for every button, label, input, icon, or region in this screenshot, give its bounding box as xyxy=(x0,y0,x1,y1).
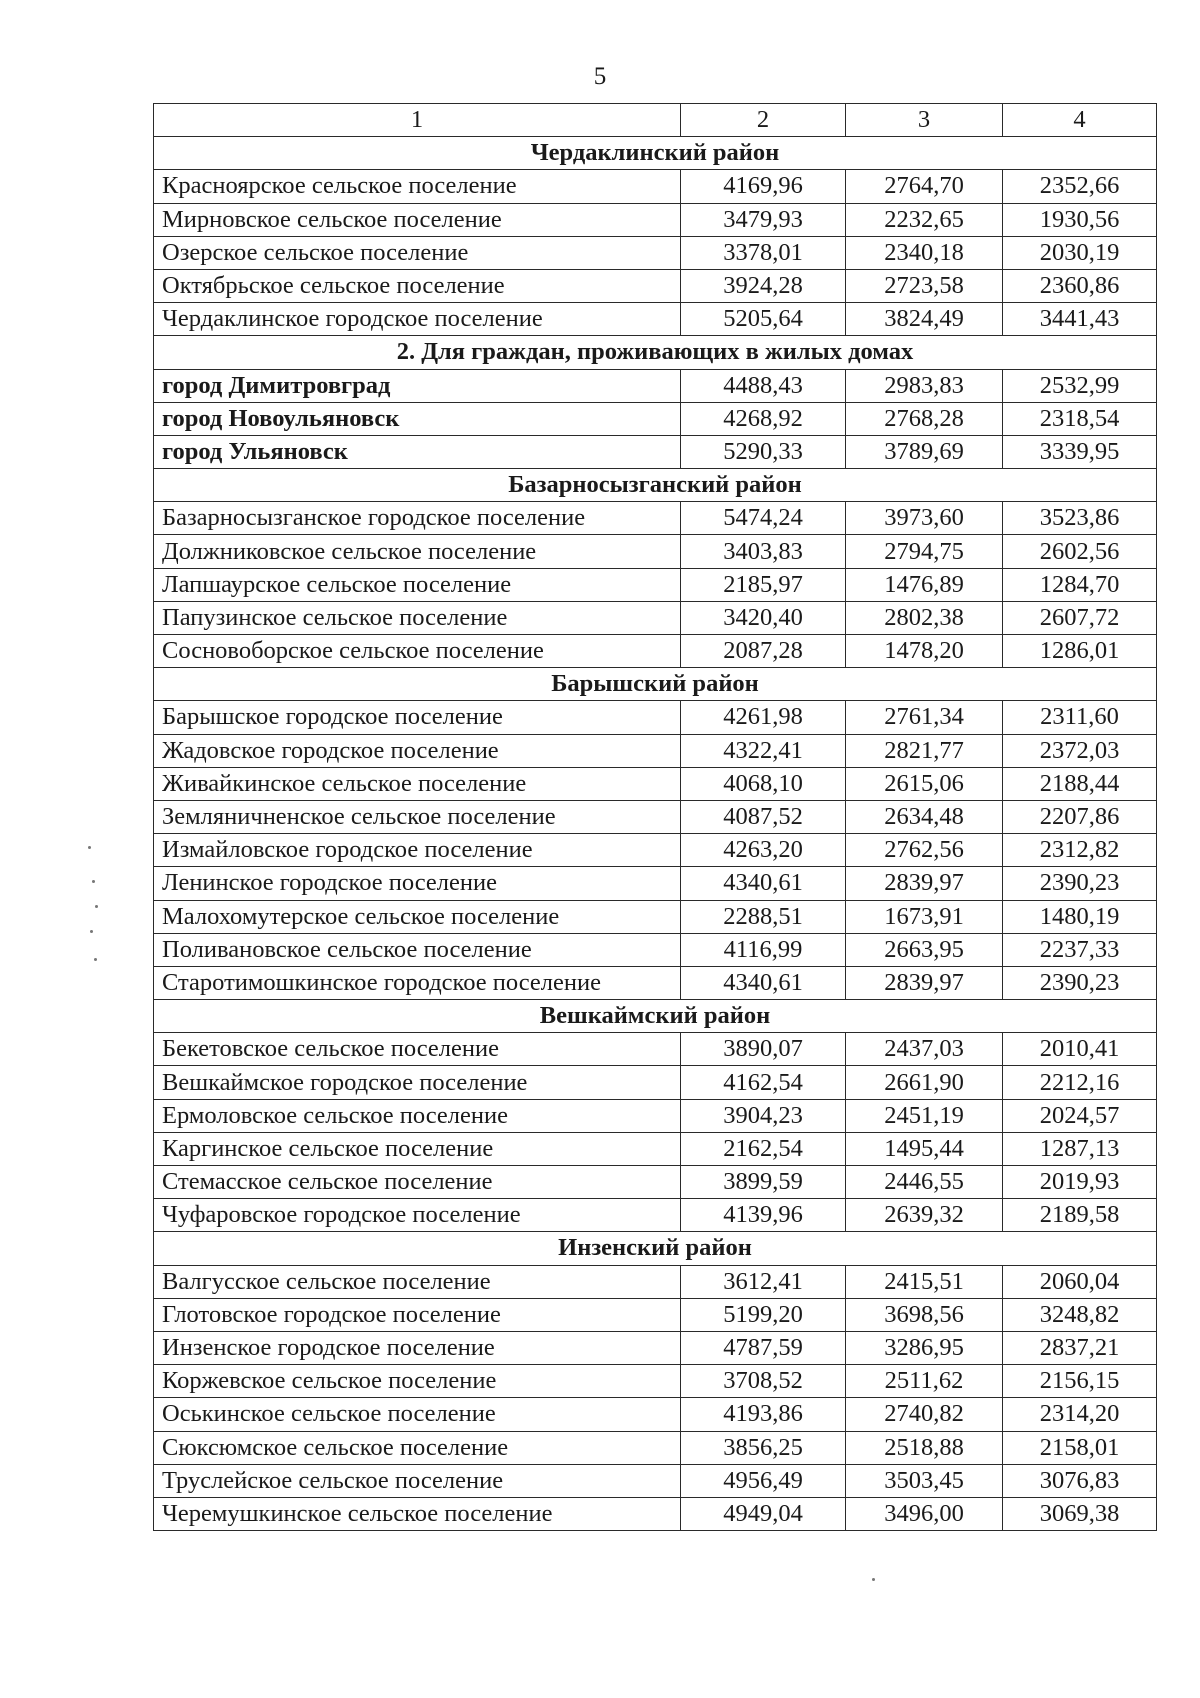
value-cell-col3: 3698,56 xyxy=(846,1298,1003,1331)
value-cell-col2: 3856,25 xyxy=(681,1431,846,1464)
value-cell-col3: 2723,58 xyxy=(846,269,1003,302)
page-number: 5 xyxy=(593,63,607,90)
value-cell-col3: 2764,70 xyxy=(846,170,1003,203)
table-row xyxy=(154,1298,1157,1331)
value-cell-col4: 2188,44 xyxy=(1003,767,1157,800)
value-cell-col4: 1287,13 xyxy=(1003,1132,1157,1165)
value-cell-col2: 4162,54 xyxy=(681,1066,846,1099)
value-cell-col4: 3076,83 xyxy=(1003,1464,1157,1497)
value-cell-col3: 1495,44 xyxy=(846,1132,1003,1165)
table-row xyxy=(154,236,1157,269)
settlement-name: Озерское сельское поселение xyxy=(154,236,681,269)
table-row xyxy=(154,535,1157,568)
section-title: Чердаклинский район xyxy=(154,137,1157,170)
value-cell-col2: 2162,54 xyxy=(681,1132,846,1165)
value-cell-col3: 3973,60 xyxy=(846,502,1003,535)
value-cell-col3: 3824,49 xyxy=(846,303,1003,336)
value-cell-col4: 2237,33 xyxy=(1003,933,1157,966)
table-row xyxy=(154,1132,1157,1165)
value-cell-col3: 2794,75 xyxy=(846,535,1003,568)
table-row xyxy=(154,966,1157,999)
value-cell-col4: 3069,38 xyxy=(1003,1497,1157,1530)
value-cell-col2: 5474,24 xyxy=(681,502,846,535)
settlement-name: Чуфаровское городское поселение xyxy=(154,1199,681,1232)
settlement-name: Бекетовское сельское поселение xyxy=(154,1033,681,1066)
column-header: 1 xyxy=(154,104,681,137)
table-row xyxy=(154,867,1157,900)
section-title: Барышский район xyxy=(154,668,1157,701)
settlement-name: город Ульяновск xyxy=(154,435,681,468)
value-cell-col2: 3904,23 xyxy=(681,1099,846,1132)
table-row xyxy=(154,568,1157,601)
scan-speck xyxy=(94,958,97,961)
settlement-name: Поливановское сельское поселение xyxy=(154,933,681,966)
value-cell-col2: 2288,51 xyxy=(681,900,846,933)
settlement-name: Октябрьское сельское поселение xyxy=(154,269,681,302)
table-row xyxy=(154,1365,1157,1398)
settlement-name: Вешкаймское городское поселение xyxy=(154,1066,681,1099)
value-cell-col2: 4087,52 xyxy=(681,800,846,833)
value-cell-col4: 2207,86 xyxy=(1003,800,1157,833)
value-cell-col2: 4261,98 xyxy=(681,701,846,734)
value-cell-col4: 2372,03 xyxy=(1003,734,1157,767)
settlement-name: Лапшаурское сельское поселение xyxy=(154,568,681,601)
settlement-name: Сюксюмское сельское поселение xyxy=(154,1431,681,1464)
settlement-name: Барышское городское поселение xyxy=(154,701,681,734)
value-cell-col4: 2318,54 xyxy=(1003,402,1157,435)
value-cell-col4: 2837,21 xyxy=(1003,1331,1157,1364)
table-row xyxy=(154,900,1157,933)
table-row xyxy=(154,203,1157,236)
section-row xyxy=(154,469,1157,502)
value-cell-col3: 2663,95 xyxy=(846,933,1003,966)
value-cell-col3: 2839,97 xyxy=(846,867,1003,900)
section-row xyxy=(154,1232,1157,1265)
section-title: 2. Для граждан, проживающих в жилых домах xyxy=(154,336,1157,369)
value-cell-col4: 1284,70 xyxy=(1003,568,1157,601)
value-cell-col2: 3378,01 xyxy=(681,236,846,269)
value-cell-col4: 2360,86 xyxy=(1003,269,1157,302)
value-cell-col4: 2060,04 xyxy=(1003,1265,1157,1298)
column-header: 4 xyxy=(1003,104,1157,137)
value-cell-col2: 3403,83 xyxy=(681,535,846,568)
value-cell-col2: 4488,43 xyxy=(681,369,846,402)
table-header-row xyxy=(154,104,1157,137)
table-row xyxy=(154,767,1157,800)
settlement-name: Каргинское сельское поселение xyxy=(154,1132,681,1165)
table-row xyxy=(154,933,1157,966)
table-row xyxy=(154,1398,1157,1431)
settlement-name: Труслейское сельское поселение xyxy=(154,1464,681,1497)
value-cell-col3: 2446,55 xyxy=(846,1166,1003,1199)
value-cell-col3: 3503,45 xyxy=(846,1464,1003,1497)
scan-speck xyxy=(92,880,95,883)
table-row xyxy=(154,1066,1157,1099)
settlement-name: Черемушкинское сельское поселение xyxy=(154,1497,681,1530)
value-cell-col2: 3708,52 xyxy=(681,1365,846,1398)
value-cell-col3: 3789,69 xyxy=(846,435,1003,468)
settlement-name: Должниковское сельское поселение xyxy=(154,535,681,568)
value-cell-col4: 1930,56 xyxy=(1003,203,1157,236)
section-row xyxy=(154,137,1157,170)
settlement-name: город Димитровград xyxy=(154,369,681,402)
value-cell-col2: 5199,20 xyxy=(681,1298,846,1331)
value-cell-col3: 2511,62 xyxy=(846,1365,1003,1398)
value-cell-col4: 2314,20 xyxy=(1003,1398,1157,1431)
value-cell-col2: 3924,28 xyxy=(681,269,846,302)
value-cell-col2: 4139,96 xyxy=(681,1199,846,1232)
value-cell-col3: 2615,06 xyxy=(846,767,1003,800)
value-cell-col3: 2661,90 xyxy=(846,1066,1003,1099)
table-row xyxy=(154,435,1157,468)
value-cell-col4: 2352,66 xyxy=(1003,170,1157,203)
table-row xyxy=(154,402,1157,435)
value-cell-col3: 2802,38 xyxy=(846,601,1003,634)
value-cell-col4: 2311,60 xyxy=(1003,701,1157,734)
value-cell-col2: 4949,04 xyxy=(681,1497,846,1530)
settlement-name: Базарносызганское городское поселение xyxy=(154,502,681,535)
value-cell-col4: 2607,72 xyxy=(1003,601,1157,634)
table-row xyxy=(154,1166,1157,1199)
column-header: 3 xyxy=(846,104,1003,137)
section-title: Базарносызганский район xyxy=(154,469,1157,502)
table-row xyxy=(154,601,1157,634)
value-cell-col2: 4268,92 xyxy=(681,402,846,435)
value-cell-col2: 2087,28 xyxy=(681,635,846,668)
section-title: Вешкаймский район xyxy=(154,1000,1157,1033)
value-cell-col2: 4322,41 xyxy=(681,734,846,767)
value-cell-col4: 3441,43 xyxy=(1003,303,1157,336)
settlement-name: Измайловское городское поселение xyxy=(154,834,681,867)
settlement-name: Жадовское городское поселение xyxy=(154,734,681,767)
value-cell-col2: 3420,40 xyxy=(681,601,846,634)
value-cell-col3: 1476,89 xyxy=(846,568,1003,601)
table-row xyxy=(154,635,1157,668)
value-cell-col2: 3899,59 xyxy=(681,1166,846,1199)
scan-speck xyxy=(90,930,93,933)
value-cell-col3: 3286,95 xyxy=(846,1331,1003,1364)
table-row xyxy=(154,1265,1157,1298)
value-cell-col4: 2212,16 xyxy=(1003,1066,1157,1099)
value-cell-col4: 1286,01 xyxy=(1003,635,1157,668)
value-cell-col2: 4068,10 xyxy=(681,767,846,800)
settlement-name: Глотовское городское поселение xyxy=(154,1298,681,1331)
value-cell-col4: 3248,82 xyxy=(1003,1298,1157,1331)
scan-speck xyxy=(872,1578,875,1581)
table-row xyxy=(154,269,1157,302)
value-cell-col2: 4956,49 xyxy=(681,1464,846,1497)
value-cell-col4: 2390,23 xyxy=(1003,966,1157,999)
table-row xyxy=(154,303,1157,336)
value-cell-col2: 2185,97 xyxy=(681,568,846,601)
value-cell-col3: 2634,48 xyxy=(846,800,1003,833)
table-row xyxy=(154,170,1157,203)
table-row xyxy=(154,1497,1157,1530)
settlement-name: Стемасское сельское поселение xyxy=(154,1166,681,1199)
value-cell-col4: 2156,15 xyxy=(1003,1365,1157,1398)
table-row xyxy=(154,502,1157,535)
settlement-name: город Новоульяновск xyxy=(154,402,681,435)
settlement-name: Сосновоборское сельское поселение xyxy=(154,635,681,668)
value-cell-col4: 3339,95 xyxy=(1003,435,1157,468)
value-cell-col2: 3479,93 xyxy=(681,203,846,236)
section-row xyxy=(154,1000,1157,1033)
value-cell-col4: 3523,86 xyxy=(1003,502,1157,535)
value-cell-col3: 2451,19 xyxy=(846,1099,1003,1132)
column-header: 2 xyxy=(681,104,846,137)
value-cell-col3: 2639,32 xyxy=(846,1199,1003,1232)
value-cell-col3: 1673,91 xyxy=(846,900,1003,933)
value-cell-col3: 2821,77 xyxy=(846,734,1003,767)
settlement-name: Малохомутерское сельское поселение xyxy=(154,900,681,933)
value-cell-col3: 2983,83 xyxy=(846,369,1003,402)
value-cell-col3: 2762,56 xyxy=(846,834,1003,867)
settlement-name: Земляничненское сельское поселение xyxy=(154,800,681,833)
table-row xyxy=(154,1099,1157,1132)
table-row xyxy=(154,1331,1157,1364)
table-body xyxy=(154,104,1157,1531)
value-cell-col4: 2024,57 xyxy=(1003,1099,1157,1132)
value-cell-col2: 4116,99 xyxy=(681,933,846,966)
tariff-table xyxy=(153,103,1157,1531)
settlement-name: Валгусское сельское поселение xyxy=(154,1265,681,1298)
table-row xyxy=(154,701,1157,734)
value-cell-col2: 4263,20 xyxy=(681,834,846,867)
value-cell-col4: 2189,58 xyxy=(1003,1199,1157,1232)
value-cell-col3: 3496,00 xyxy=(846,1497,1003,1530)
section-title: Инзенский район xyxy=(154,1232,1157,1265)
value-cell-col3: 2740,82 xyxy=(846,1398,1003,1431)
table-row xyxy=(154,1199,1157,1232)
value-cell-col2: 5205,64 xyxy=(681,303,846,336)
value-cell-col3: 2518,88 xyxy=(846,1431,1003,1464)
section-row xyxy=(154,668,1157,701)
settlement-name: Инзенское городское поселение xyxy=(154,1331,681,1364)
value-cell-col2: 3890,07 xyxy=(681,1033,846,1066)
value-cell-col4: 2019,93 xyxy=(1003,1166,1157,1199)
value-cell-col2: 4340,61 xyxy=(681,867,846,900)
value-cell-col4: 2602,56 xyxy=(1003,535,1157,568)
table-row xyxy=(154,1464,1157,1497)
value-cell-col3: 2232,65 xyxy=(846,203,1003,236)
value-cell-col2: 5290,33 xyxy=(681,435,846,468)
value-cell-col4: 2030,19 xyxy=(1003,236,1157,269)
table-row xyxy=(154,800,1157,833)
table-row xyxy=(154,1431,1157,1464)
settlement-name: Ермоловское сельское поселение xyxy=(154,1099,681,1132)
table-row xyxy=(154,734,1157,767)
value-cell-col2: 4787,59 xyxy=(681,1331,846,1364)
scan-speck xyxy=(95,905,98,908)
scan-speck xyxy=(88,846,91,849)
value-cell-col4: 2390,23 xyxy=(1003,867,1157,900)
value-cell-col3: 2768,28 xyxy=(846,402,1003,435)
table-row xyxy=(154,369,1157,402)
value-cell-col2: 4193,86 xyxy=(681,1398,846,1431)
value-cell-col2: 4169,96 xyxy=(681,170,846,203)
value-cell-col3: 2761,34 xyxy=(846,701,1003,734)
value-cell-col4: 1480,19 xyxy=(1003,900,1157,933)
settlement-name: Ленинское городское поселение xyxy=(154,867,681,900)
settlement-name: Папузинское сельское поселение xyxy=(154,601,681,634)
value-cell-col4: 2312,82 xyxy=(1003,834,1157,867)
value-cell-col3: 2839,97 xyxy=(846,966,1003,999)
value-cell-col4: 2010,41 xyxy=(1003,1033,1157,1066)
settlement-name: Старотимошкинское городское поселение xyxy=(154,966,681,999)
settlement-name: Живайкинское сельское поселение xyxy=(154,767,681,800)
table-row xyxy=(154,834,1157,867)
table-row xyxy=(154,1033,1157,1066)
value-cell-col4: 2532,99 xyxy=(1003,369,1157,402)
value-cell-col2: 4340,61 xyxy=(681,966,846,999)
settlement-name: Чердаклинское городское поселение xyxy=(154,303,681,336)
section-row xyxy=(154,336,1157,369)
value-cell-col3: 2415,51 xyxy=(846,1265,1003,1298)
settlement-name: Красноярское сельское поселение xyxy=(154,170,681,203)
settlement-name: Оськинское сельское поселение xyxy=(154,1398,681,1431)
settlement-name: Коржевское сельское поселение xyxy=(154,1365,681,1398)
value-cell-col3: 1478,20 xyxy=(846,635,1003,668)
settlement-name: Мирновское сельское поселение xyxy=(154,203,681,236)
value-cell-col3: 2437,03 xyxy=(846,1033,1003,1066)
value-cell-col3: 2340,18 xyxy=(846,236,1003,269)
value-cell-col4: 2158,01 xyxy=(1003,1431,1157,1464)
value-cell-col2: 3612,41 xyxy=(681,1265,846,1298)
